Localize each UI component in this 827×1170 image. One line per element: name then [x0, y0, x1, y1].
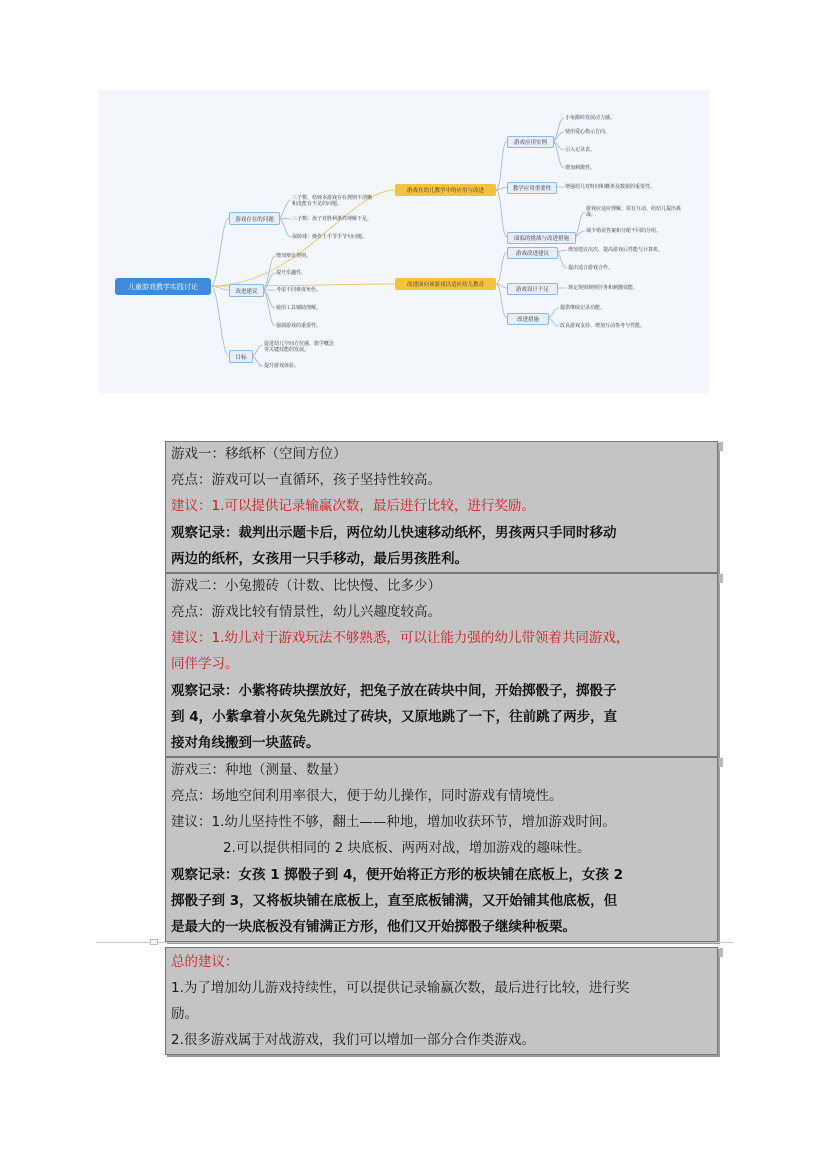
mindmap-leaf: 使用爱心指示方向。 [565, 129, 611, 135]
game-title: 游戏三：种地（测量、数量） [171, 762, 347, 778]
mind-map-image [99, 90, 709, 393]
game-highlight: 亮点：游戏比较有情景性，幼儿兴趣度较高。 [171, 604, 441, 620]
mindmap-branch-problems: 游戏存在的问题 [229, 212, 280, 225]
mindmap-leaf: 增加刺激性。 [565, 165, 596, 171]
page-break-line [96, 942, 733, 943]
summary-line: 励。 [171, 1006, 198, 1022]
mindmap-leaf: 规定规则规则任务和刺激效能。 [568, 285, 639, 291]
game-two-table [165, 573, 718, 757]
mindmap-leaf: 游戏应适应理解、需有互动、给幼儿提出挑战。 [586, 206, 682, 218]
table-corner-mark [719, 442, 723, 451]
game-highlight: 亮点：场地空间利用率很大，便于幼儿操作，同时游戏有情境性。 [171, 788, 563, 804]
mindmap-branch-design-flaws: 游戏设计不足 [507, 283, 558, 295]
game-suggestion: 建议：1.幼儿对于游戏玩法不够熟悉，可以让能力强的幼儿带领着共同游戏， [171, 630, 630, 646]
mindmap-root: 儿童游戏教学实践讨论 [115, 278, 211, 295]
mindmap-leaf: 三子棋：孩子对胜利条件理解不足。 [292, 216, 373, 222]
summary-title: 总的建议： [171, 954, 239, 970]
game-observation-line: 到 4，小紫拿着小灰兔先跳过了砖块，又原地跳了一下，往前跳了两步，直 [171, 709, 618, 725]
mindmap-leaf: 减少错误答案和分配不同的分组。 [586, 228, 662, 234]
game-observation-line: 是最大的一块底板没有铺满正方形，他们又开始掷骰子继续种板栗。 [171, 919, 576, 935]
game-three-table [165, 757, 718, 942]
game-title: 游戏一：移纸杯（空间方位） [171, 446, 347, 462]
game-suggestion: 建议：1.幼儿坚持性不够，翻土——种地，增加收获环节，增加游戏时间。 [171, 814, 616, 830]
mindmap-leaf: 提升游戏体验。 [264, 363, 300, 369]
mindmap-leaf: 增加辩论规则。 [276, 253, 312, 259]
summary-table [165, 947, 718, 1055]
game-observation-line: 接对角线搬到一块蓝砖。 [171, 735, 320, 751]
game-observation-line: 掷骰子到 3，又将板块铺在底板上，直至底板铺满，又开始铺其他底板，但 [171, 893, 618, 909]
game-observation-line: 观察记录：裁判出示题卡后，两位幼儿快速移动纸杯，男孩两只手同时移动 [171, 525, 617, 541]
mindmap-leaf: 引入记录表。 [565, 147, 596, 153]
mindmap-branch-challenges: 面临的挑战与改进措施 [507, 232, 576, 244]
mindmap-branch-examples: 游戏应用实例 [507, 136, 554, 148]
table-corner-mark [719, 948, 723, 957]
game-one-table [165, 441, 718, 573]
mindmap-leaf: 增加建议次次，提高游戏后性能与计算机。 [568, 247, 664, 253]
game-highlight: 亮点：游戏可以一直循环，孩子坚持性较高。 [171, 472, 441, 488]
mindmap-leaf: 考虑不同难度角色。 [276, 287, 322, 293]
mindmap-leaf: 提出适合游戏合作。 [568, 265, 614, 271]
mindmap-branch-measures: 改进措施 [507, 313, 549, 325]
game-suggestion: 同伴学习。 [171, 656, 239, 672]
mindmap-branch-goals: 目标 [229, 350, 253, 363]
summary-line: 2.很多游戏属于对战游戏，我们可以增加一部分合作类游戏。 [171, 1032, 535, 1048]
mindmap-leaf: 保龄球：操作上手节手节句问题。 [292, 234, 368, 240]
mindmap-leaf: 使用工具辅助理解。 [276, 305, 322, 311]
mindmap-leaf: 促进幼儿空间方位感、数学概念等关键技能的发展。 [264, 341, 335, 353]
mindmap-leaf: 提升乐趣性。 [276, 270, 307, 276]
mindmap-branch-importance: 教学应用重要性 [507, 182, 557, 194]
game-observation-line: 观察记录：女孩 1 掷骰子到 4，便开始将正方形的板块铺在底板上，女孩 2 [171, 867, 623, 883]
mindmap-branch-game-suggestions: 游戏改进建议 [507, 247, 558, 259]
game-suggestion: 2.可以提供相同的 2 块底板、两两对战，增加游戏的趣味性。 [223, 840, 591, 856]
mindmap-leaf: 改良游戏支持、增加互动参考与性能。 [560, 323, 646, 329]
page-break-marker [150, 939, 158, 945]
game-observation-line: 观察记录：小紫将砖块摆放好，把兔子放在砖块中间，开始掷骰子，掷骰子 [171, 683, 617, 699]
mindmap-leaf: 三子棋、幼师本游戏存在规则不清晰和没能有不足的问题。 [292, 195, 373, 207]
game-observation-line: 两边的纸杯，女孩用一只手移动，最后男孩胜利。 [171, 551, 468, 567]
mindmap-leaf: 增强幼儿对时间和概率及数据的重要性。 [565, 184, 656, 190]
table-corner-mark [719, 574, 723, 583]
summary-line: 1.为了增加幼儿游戏持续性，可以提供记录输赢次数，最后进行比较，进行奖 [171, 980, 630, 996]
mindmap-gold-node-improve: 改进面向该游戏以适应幼儿教育 [395, 278, 496, 290]
mindmap-gold-node-application: 游戏在幼儿教学中的应用与改进 [395, 184, 496, 196]
mindmap-leaf: 小兔搬砖发展动力感。 [565, 115, 616, 121]
game-suggestion: 建议：1.可以提供记录输赢次数，最后进行比较，进行奖励。 [171, 498, 535, 514]
mindmap-branch-suggestions: 改进建议 [229, 284, 264, 297]
mindmap-leaf: 提供继续记录功能。 [560, 305, 606, 311]
mindmap-leaf: 强调游戏的重要性。 [276, 323, 322, 329]
mind-map-connectors [99, 90, 709, 393]
game-title: 游戏二：小兔搬砖（计数、比快慢、比多少） [171, 578, 441, 594]
table-corner-mark [719, 758, 723, 767]
